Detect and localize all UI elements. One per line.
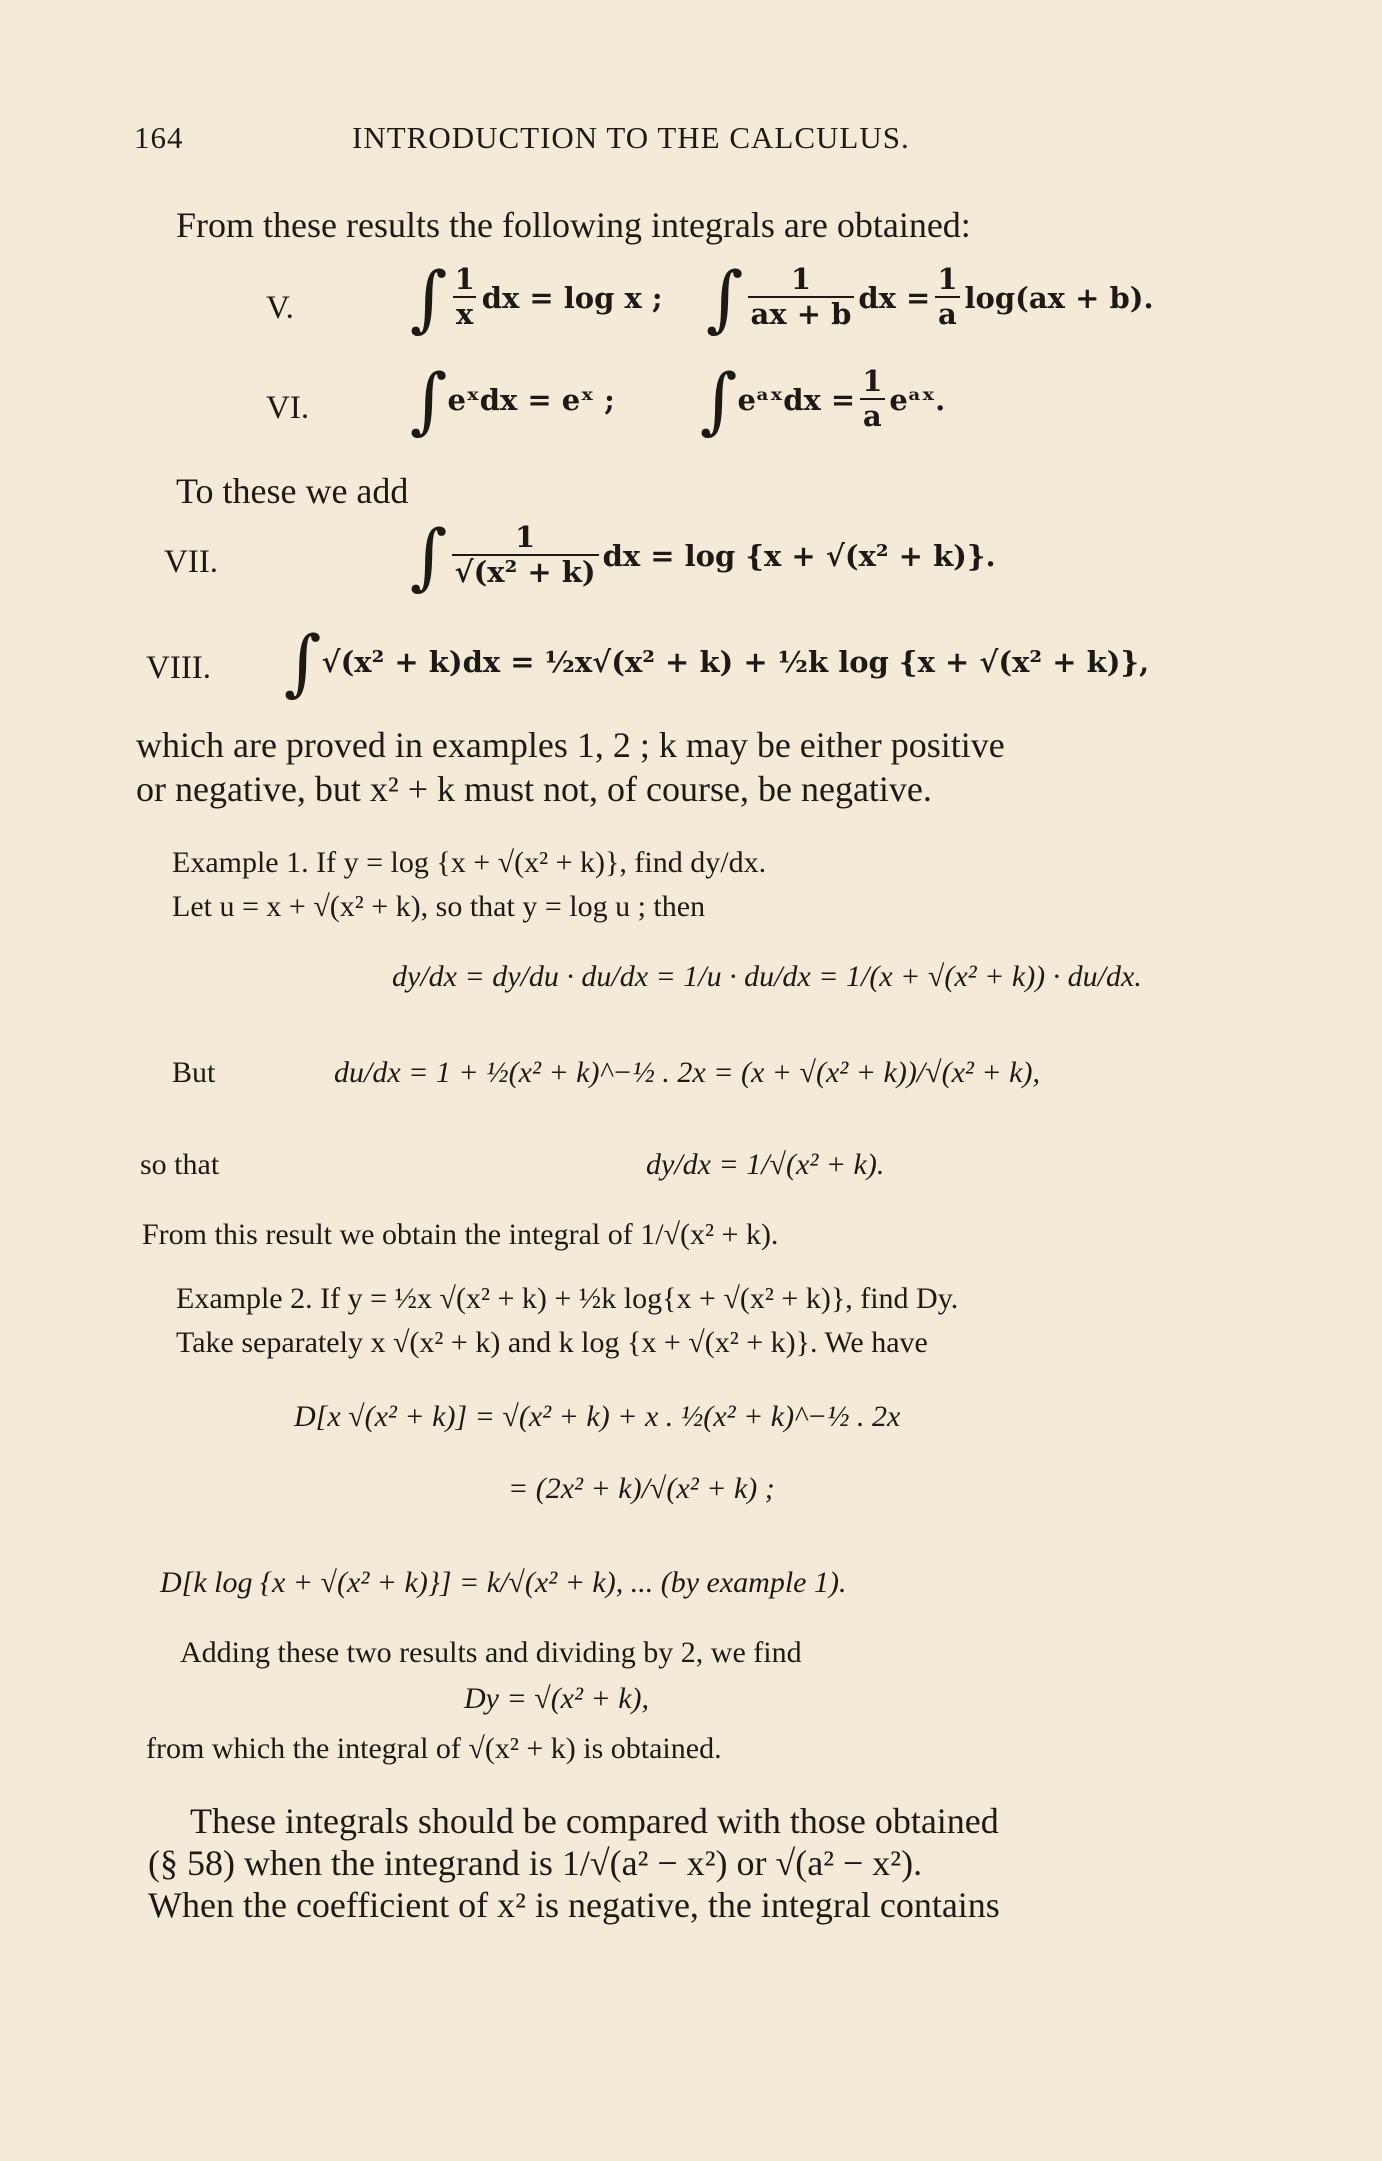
integral-sign: ∫ xyxy=(700,358,738,442)
example2-eq1: D[x √(x² + k)] = √(x² + k) + x . ½(x² + k)^−½ . 2x xyxy=(294,1400,901,1433)
closing-line-3: When the coefficient of x² is negative, the integral contains xyxy=(148,1885,1000,1925)
example2-line4: from which the integral of √(x² + k) is obtained. xyxy=(146,1732,722,1765)
example1-line1: Example 1. If y = log {x + √(x² + k)}, find dy/dx. xyxy=(172,846,767,879)
label-vi: VI. xyxy=(266,390,310,426)
formula-v-b: ∫ $\frac{1}{ax + b}$ dx = $\frac{1}{a}$ log(ax + b). xyxy=(706,256,1154,340)
add-line: To these we add xyxy=(176,471,409,511)
intro-line: From these results the following integrals are obtained: xyxy=(176,205,971,245)
example2-eq3: D[k log {x + √(x² + k)}] = k/√(x² + k), ... (by example 1). xyxy=(160,1566,847,1599)
integral-sign: ∫ xyxy=(410,514,448,598)
formula-viii: ∫ √(x² + k)dx = ½x√(x² + k) + ½k log {x + √(x² + k)}, xyxy=(284,620,1150,704)
integral-sign: ∫ xyxy=(410,256,448,340)
example1-result: From this result we obtain the integral of 1/√(x² + k). xyxy=(142,1218,779,1251)
example2-eq2: = (2x² + k)/√(x² + k) ; xyxy=(508,1472,775,1505)
example2-eq4: Dy = √(x² + k), xyxy=(464,1682,650,1715)
page-number: 164 xyxy=(134,120,184,155)
example2-line3: Adding these two results and dividing by 2, we find xyxy=(180,1636,802,1669)
formula-v-a: ∫ $\frac{1}{x}$ dx = log x ; xyxy=(410,256,663,340)
fraction: $\frac{1}{a}$ xyxy=(859,366,885,433)
label-vii: VII. xyxy=(164,544,219,580)
example1-eq1: dy/dx = dy/du · du/dx = 1/u · du/dx = 1/(x + √(x² + k)) · du/dx. xyxy=(392,960,1142,993)
example2-line2: Take separately x √(x² + k) and k log {x + √(x² + k)}. We have xyxy=(176,1326,928,1359)
integral-sign: ∫ xyxy=(284,620,322,704)
label-but: But xyxy=(172,1056,216,1089)
fraction: $\frac{1}{\text{√(x² + k)}}$ xyxy=(452,522,599,589)
formula-vii: ∫ $\frac{1}{\text{√(x² + k)}}$ dx = log {x + √(x² + k)}. xyxy=(410,514,996,598)
para-line-1: which are proved in examples 1, 2 ; k may be either positive xyxy=(136,725,1005,765)
formula-vi-b: ∫ eᵃˣdx = $\frac{1}{a}$ eᵃˣ. xyxy=(700,358,946,442)
example1-line2: Let u = x + √(x² + k), so that y = log u ; then xyxy=(172,890,706,923)
integral-sign: ∫ xyxy=(706,256,744,340)
fraction: $\frac{1}{a}$ xyxy=(934,264,960,331)
closing-line-2: (§ 58) when the integrand is 1/√(a² − x²) or √(a² − x²). xyxy=(148,1843,923,1883)
label-v: V. xyxy=(266,290,294,326)
closing-line-1: These integrals should be compared with those obtained xyxy=(190,1801,999,1841)
example2-line1: Example 2. If y = ½x √(x² + k) + ½k log{x + √(x² + k)}, find Dy. xyxy=(176,1282,959,1315)
fraction: $\frac{1}{x}$ xyxy=(454,262,475,332)
example1-eq3: dy/dx = 1/√(x² + k). xyxy=(646,1148,885,1181)
label-so-that: so that xyxy=(140,1148,220,1181)
para-line-2: or negative, but x² + k must not, of course, be negative. xyxy=(136,769,932,809)
integral-sign: ∫ xyxy=(410,358,448,442)
running-title: INTRODUCTION TO THE CALCULUS. xyxy=(352,120,910,155)
fraction: $\frac{1}{ax + b}$ xyxy=(748,264,855,331)
formula-vi-a: ∫ eˣdx = eˣ ; xyxy=(410,358,615,442)
example1-eq2: du/dx = 1 + ½(x² + k)^−½ . 2x = (x + √(x² + k))/√(x² + k), xyxy=(334,1056,1040,1089)
label-viii: VIII. xyxy=(146,650,212,686)
